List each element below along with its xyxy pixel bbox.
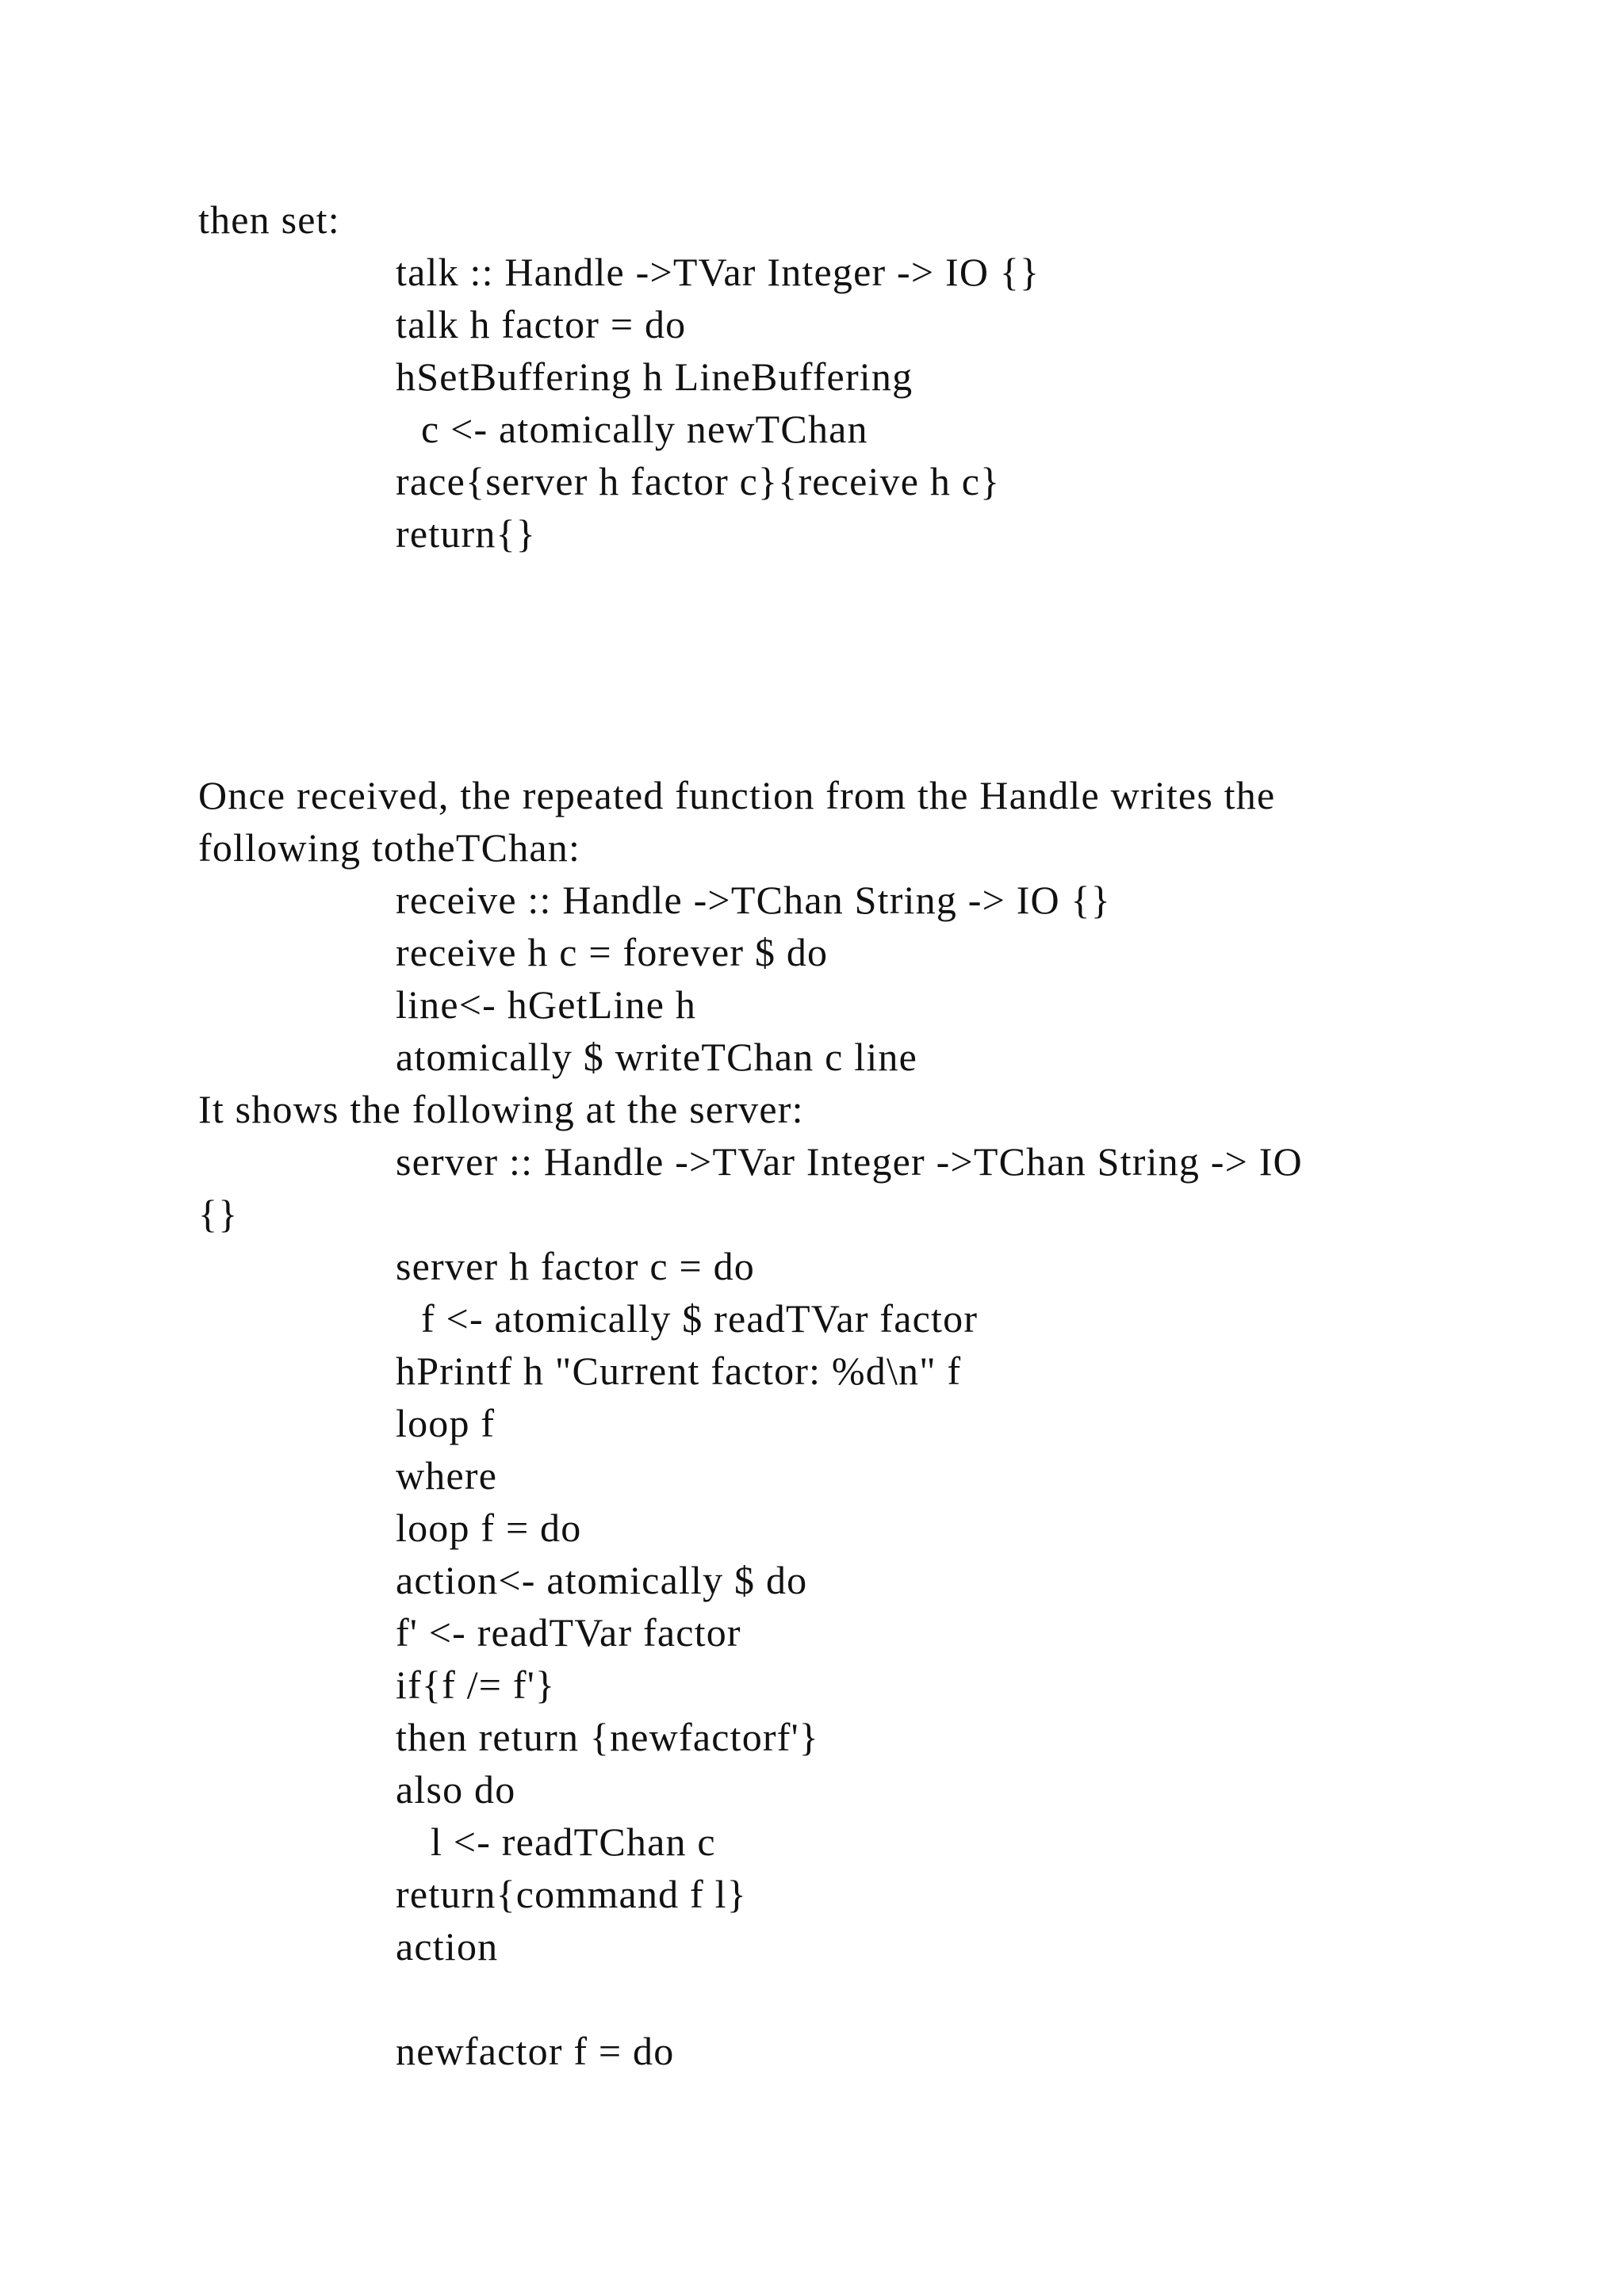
code-line: l <- readTChan c — [431, 1820, 716, 1864]
code-line: hPrintf h "Current factor: %d\n" f — [396, 1349, 962, 1393]
code-line: line<- hGetLine h — [396, 982, 697, 1027]
section1-intro: then set: — [198, 197, 340, 242]
code-line: loop f — [396, 1401, 496, 1445]
code-line: receive :: Handle ->TChan String -> IO {} — [396, 878, 1111, 922]
code-tail: newfactor f = do — [396, 2029, 675, 2073]
section3-intro: It shows the following at the server: — [198, 1087, 804, 1131]
section2-intro-line2: following totheTChan: — [198, 825, 581, 870]
code-line: talk h factor = do — [396, 302, 687, 346]
code-line: return{} — [396, 511, 536, 556]
code-line: also do — [396, 1767, 516, 1812]
code-line: if{f /= f'} — [396, 1663, 556, 1707]
code-signature: server :: Handle ->TVar Integer ->TChan String -> IO — [396, 1139, 1303, 1184]
code-line: race{server h factor c}{receive h c} — [396, 459, 1001, 503]
code-line: c <- atomically newTChan — [421, 407, 868, 451]
code-line: where — [396, 1453, 498, 1498]
code-line: talk :: Handle ->TVar Integer -> IO {} — [396, 250, 1040, 294]
code-line: server h factor c = do — [396, 1244, 756, 1288]
code-line: then return {newfactorf'} — [396, 1715, 820, 1759]
code-signature-wrap: {} — [198, 1192, 239, 1236]
code-line: f <- atomically $ readTVar factor — [421, 1296, 979, 1341]
code-line: return{command f l} — [396, 1872, 747, 1916]
code-line: action — [396, 1924, 499, 1969]
code-line: action<- atomically $ do — [396, 1558, 808, 1602]
code-line: f' <- readTVar factor — [396, 1610, 741, 1655]
section2-intro-line1: Once received, the repeated function from the Handle writes the — [198, 773, 1276, 817]
code-line: loop f = do — [396, 1506, 582, 1550]
code-line: atomically $ writeTChan c line — [396, 1035, 918, 1079]
code-line: receive h c = forever $ do — [396, 930, 829, 974]
code-line: hSetBuffering h LineBuffering — [396, 354, 914, 399]
